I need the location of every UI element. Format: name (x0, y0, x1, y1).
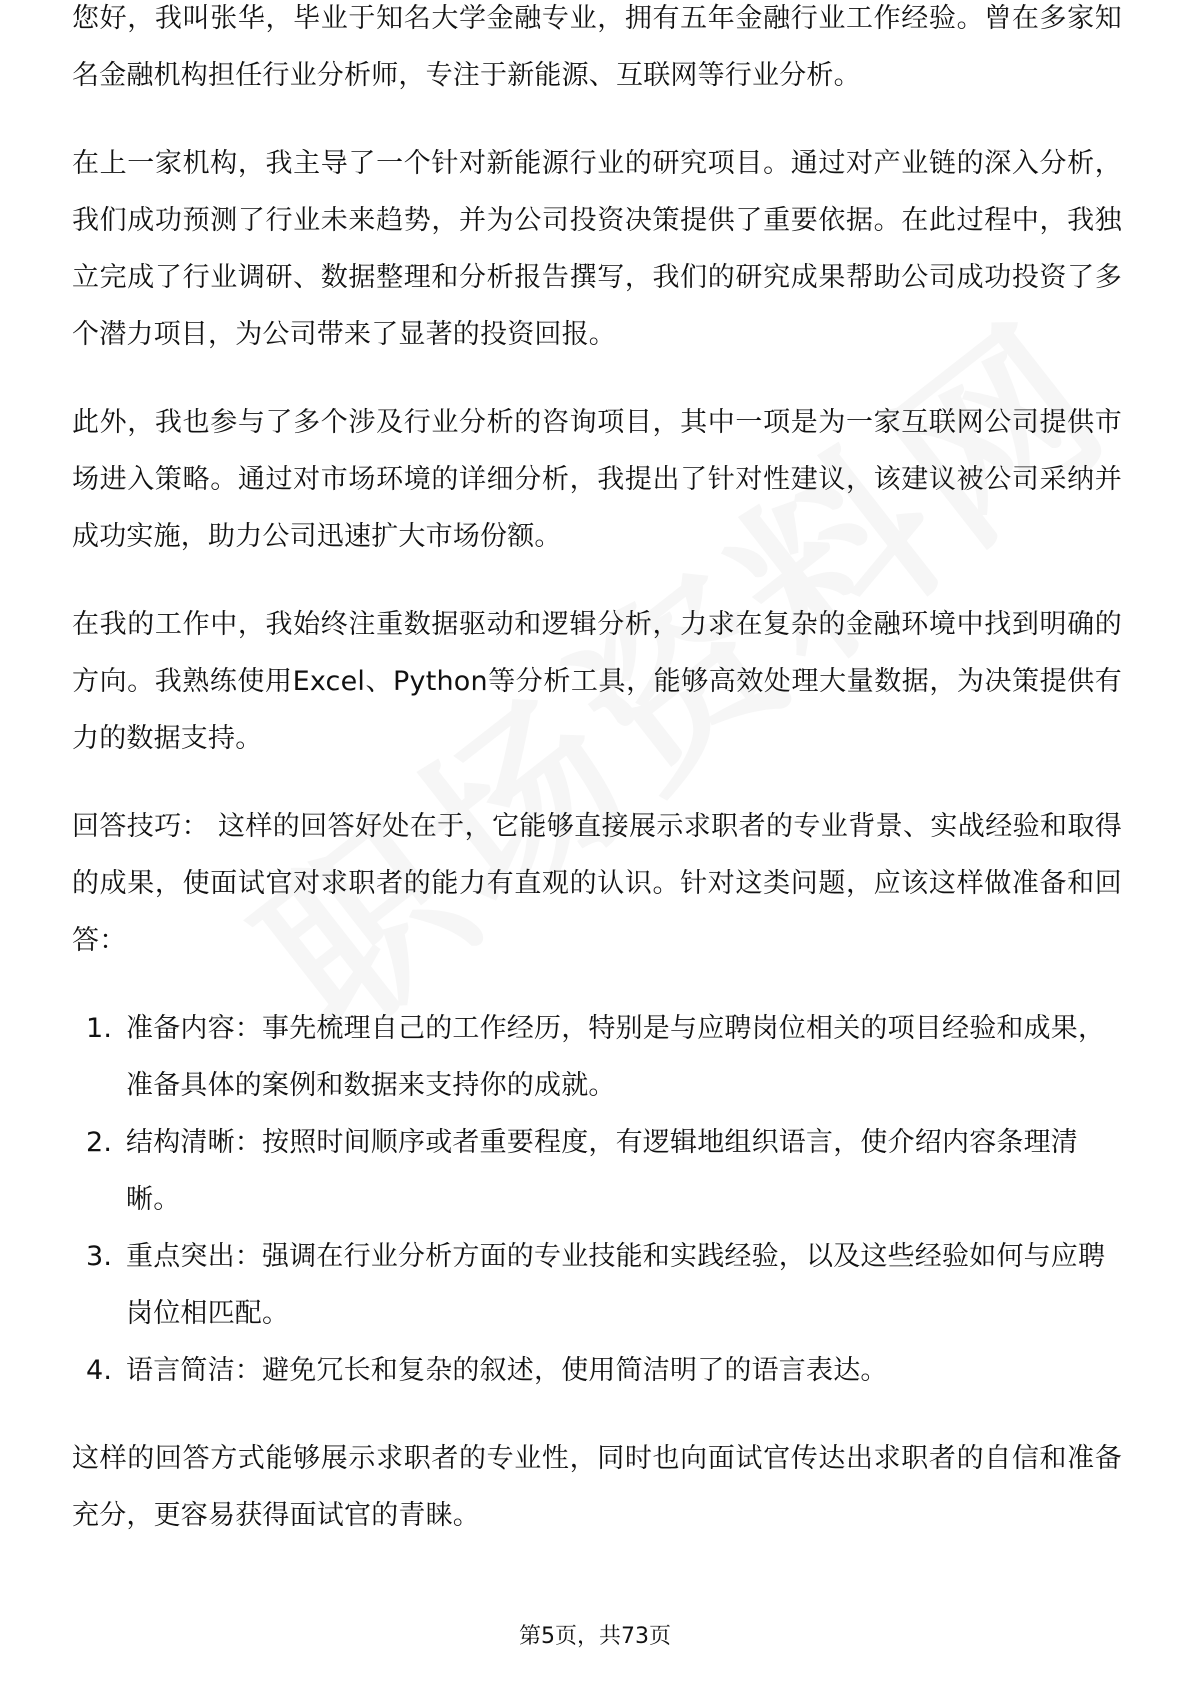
list-item (72, 1228, 1122, 1342)
list-item (72, 1114, 1122, 1228)
list-item-number: 1. (86, 1013, 113, 1044)
list-item-text: 准备内容：事先梳理自己的工作经历，特别是与应聘岗位相关的项目经验和成果，准备具体的案例和数据来支持你的成就。 (126, 1013, 1106, 1101)
list-item-number: 3. (86, 1241, 113, 1272)
list-item-text: 语言简洁：避免冗长和复杂的叙述，使用简洁明了的语言表达。 (126, 1355, 888, 1386)
list-item-text: 重点突出：强调在行业分析方面的专业技能和实践经验，以及这些经验如何与应聘岗位相匹配。 (126, 1241, 1106, 1329)
list-item (72, 1000, 1122, 1114)
document-body (72, 0, 1122, 1575)
intro-paragraph: 您好，我叫张华，毕业于知名大学金融专业，拥有五年金融行业工作经验。曾在多家知名金融机构担任行业分析师，专注于新能源、互联网等行业分析。 (72, 3, 1122, 91)
list-item-number: 4. (86, 1355, 113, 1386)
answer-tips-paragraph: 回答技巧： 这样的回答好处在于，它能够直接展示求职者的专业背景、实战经验和取得的成果，使面试官对求职者的能力有直观的认识。针对这类问题，应该这样做准备和回答： (72, 811, 1122, 956)
skills-paragraph: 在我的工作中，我始终注重数据驱动和逻辑分析，力求在复杂的金融环境中找到明确的方向。我熟练使用Excel、Python等分析工具，能够高效处理大量数据，为决策提供有力的数据支持。 (72, 609, 1122, 754)
list-item-text: 结构清晰：按照时间顺序或者重要程度，有逻辑地组织语言，使介绍内容条理清晰。 (126, 1127, 1078, 1215)
conclusion-paragraph: 这样的回答方式能够展示求职者的专业性，同时也向面试官传达出求职者的自信和准备充分，更容易获得面试官的青睐。 (72, 1443, 1122, 1531)
consulting-paragraph: 此外，我也参与了多个涉及行业分析的咨询项目，其中一项是为一家互联网公司提供市场进入策略。通过对市场环境的详细分析，我提出了针对性建议，该建议被公司采纳并成功实施，助力公司迅速扩大市场份额。 (72, 407, 1122, 552)
project-paragraph: 在上一家机构，我主导了一个针对新能源行业的研究项目。通过对产业链的深入分析，我们成功预测了行业未来趋势，并为公司投资决策提供了重要依据。在此过程中，我独立完成了行业调研、数据整理和分析报告撰写，我们的研究成果帮助公司成功投资了多个潜力项目，为公司带来了显著的投资回报。 (72, 148, 1122, 350)
list-item-number: 2. (86, 1127, 113, 1158)
page-number: 第5页，共73页 (519, 1624, 671, 1649)
tips-list (72, 1000, 1122, 1399)
list-item (72, 1342, 1122, 1399)
